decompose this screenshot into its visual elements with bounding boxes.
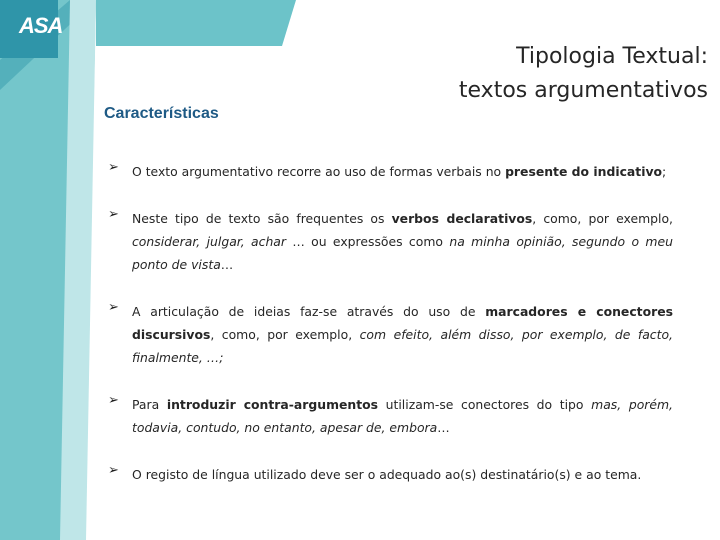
page-title <box>378 40 708 108</box>
section-heading: Características <box>104 105 219 122</box>
bullet-text <box>132 207 673 276</box>
bullet-italic-run: mas, porém, todavia, contudo, no entanto, apesar de, embora <box>132 397 673 435</box>
bullet-text-run: Para <box>132 397 167 412</box>
arrowhead-bullet-icon: ➢ <box>108 300 119 315</box>
list-item <box>108 300 673 369</box>
bullet-text-run: … ou expressões como <box>286 234 450 249</box>
list-item <box>108 160 673 183</box>
bullet-italic-run: com efeito, além disso, por exemplo, de facto, finalmente, …; <box>132 327 673 365</box>
right-teal-panel <box>96 0 296 46</box>
arrowhead-bullet-icon: ➢ <box>108 463 119 478</box>
bullet-list <box>108 160 673 486</box>
brand-logo: ASA <box>19 13 63 38</box>
bullet-text-run: Neste tipo de texto são frequentes os <box>132 211 392 226</box>
arrowhead-bullet-icon: ➢ <box>108 207 119 222</box>
bullet-text-run: O registo de língua utilizado deve ser o adequado ao(s) destinatário(s) e ao tema. <box>132 467 642 482</box>
bullet-text-run: A articulação de ideias faz-se através do uso de <box>132 304 486 319</box>
bullet-text <box>132 393 673 439</box>
list-item <box>108 393 673 439</box>
bullet-text-run: , como, por exemplo, <box>210 327 360 342</box>
page-title-line-2: textos argumentativos <box>458 78 708 103</box>
bullet-italic-run: considerar, julgar, achar <box>132 234 286 249</box>
list-item <box>108 463 673 486</box>
bullet-text <box>132 160 673 183</box>
bullet-text <box>132 300 673 369</box>
bullet-bold-run: marcadores e conectores discursivos <box>132 304 673 342</box>
bullet-bold-run: verbos declarativos <box>391 211 533 226</box>
bullet-text-run: O texto argumentativo recorre ao uso de formas verbais no <box>132 164 506 179</box>
page-title-line-1: Tipologia Textual: <box>516 44 708 69</box>
bullet-italic-run: na minha opinião, segundo o meu ponto de vista <box>132 234 673 272</box>
bullet-text-run: , como, por exemplo, <box>532 211 673 226</box>
bullet-text-run: utilizam-se conectores do tipo <box>378 397 592 412</box>
bullet-text <box>132 463 673 486</box>
arrowhead-bullet-icon: ➢ <box>108 160 119 175</box>
list-item <box>108 207 673 276</box>
bullet-text-run: … <box>437 420 450 435</box>
bullet-bold-run: introduzir contra-argumentos <box>166 397 379 412</box>
bullet-bold-run: presente do indicativo <box>505 164 663 179</box>
bullet-text-run: … <box>220 257 234 272</box>
arrowhead-bullet-icon: ➢ <box>108 393 119 408</box>
bullet-text-run: ; <box>662 164 667 179</box>
